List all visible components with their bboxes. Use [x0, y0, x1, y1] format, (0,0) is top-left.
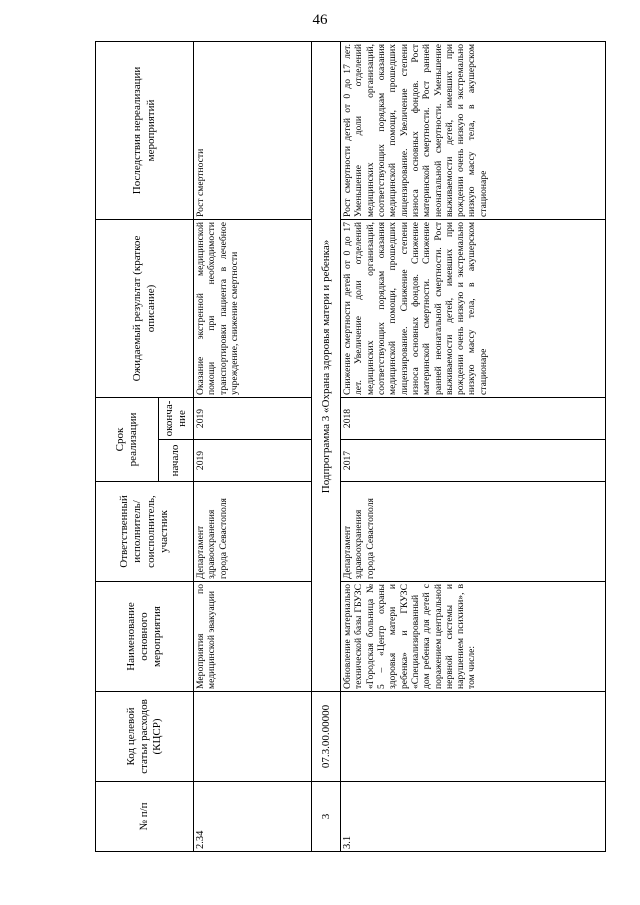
row-end: 2019 [194, 397, 312, 439]
row-kcsr [194, 692, 312, 782]
row-name: Мероприятия по медицинской эвакуации [194, 582, 312, 692]
row-num: 2.34 [194, 782, 312, 852]
row-kcsr [341, 692, 606, 782]
row-result: Оказание экстренной медицинской помощи при необходимости транспортировки пациента в лечебное учреждение, снижение смертности [194, 219, 312, 397]
row-end: 2018 [341, 397, 606, 439]
header-kcsr: Код целевой статьи расходов (КЦСР) [96, 692, 194, 782]
row-start: 2017 [341, 440, 606, 482]
row-num: 3.1 [341, 782, 606, 852]
row-start: 2019 [194, 440, 312, 482]
table-row [341, 41, 606, 851]
table-row [194, 41, 312, 851]
row-consequences: Рост смертности детей от 0 до 17 лет. Уменьшение доли отделений медицинских организаций, соответствующих порядкам оказания медицинской помощи, прошедших лицензирование. Увеличение степени износа основных фондов. Рост материнской смертности. Рост ранней неонатальной смертности. Уменьшение выживаемости детей, имевших при рождении очень низкую и экстремально низкую массу тела, в акушерском стационаре [341, 41, 606, 219]
header-responsible: Ответственный исполнитель/ соисполнитель, участник [96, 482, 194, 582]
measures-table [95, 41, 606, 852]
header-result: Ожидаемый результат (краткое описание) [96, 219, 194, 397]
row-responsible: Департамент здравоохранения города Севастополя [341, 482, 606, 582]
section-num: 3 [312, 782, 341, 852]
header-start: начало [159, 440, 194, 482]
header-period: Срок реализации [96, 397, 159, 481]
row-responsible: Департамент здравоохранения города Севастополя [194, 482, 312, 582]
header-consequences: Последствия нереализации мероприятий [96, 41, 194, 219]
row-consequences: Рост смертности [194, 41, 312, 219]
header-name: Наименование основного мероприятия [96, 582, 194, 692]
header-end: оконча-ние [159, 397, 194, 439]
table-header-row [96, 41, 159, 851]
rotated-table-wrapper [95, 42, 605, 852]
row-result: Снижение смертности детей от 0 до 17 лет. Увеличение доли отделений медицинских организаций, соответствующих порядкам оказания медицинской помощи, прошедших лицензирование. Снижение степени износа основных фондов. Снижение материнской смертности. Снижение ранней неонатальной смертности. Рост выживаемости детей, имевших при рождении очень низкую и экстремально низкую массу тела, в акушерском стационаре [341, 219, 606, 397]
section-row [312, 41, 341, 851]
section-title: Подпрограмма 3 «Охрана здоровья матери и ребенка» [312, 41, 341, 691]
section-kcsr: 07.3.00.00000 [312, 692, 341, 782]
rotated-table-area [95, 42, 605, 852]
page-number: 46 [312, 12, 328, 28]
header-num: № п/п [96, 782, 194, 852]
row-name: Обновление материально технической базы ГБУЗС «Городская больница № 5 – «Центр охраны здоровья матери и ребенка» и ГКУЗС «Специализированный дом ребенка для детей с поражением центральной нервной системы и нарушением психики», в том числе: [341, 582, 606, 692]
